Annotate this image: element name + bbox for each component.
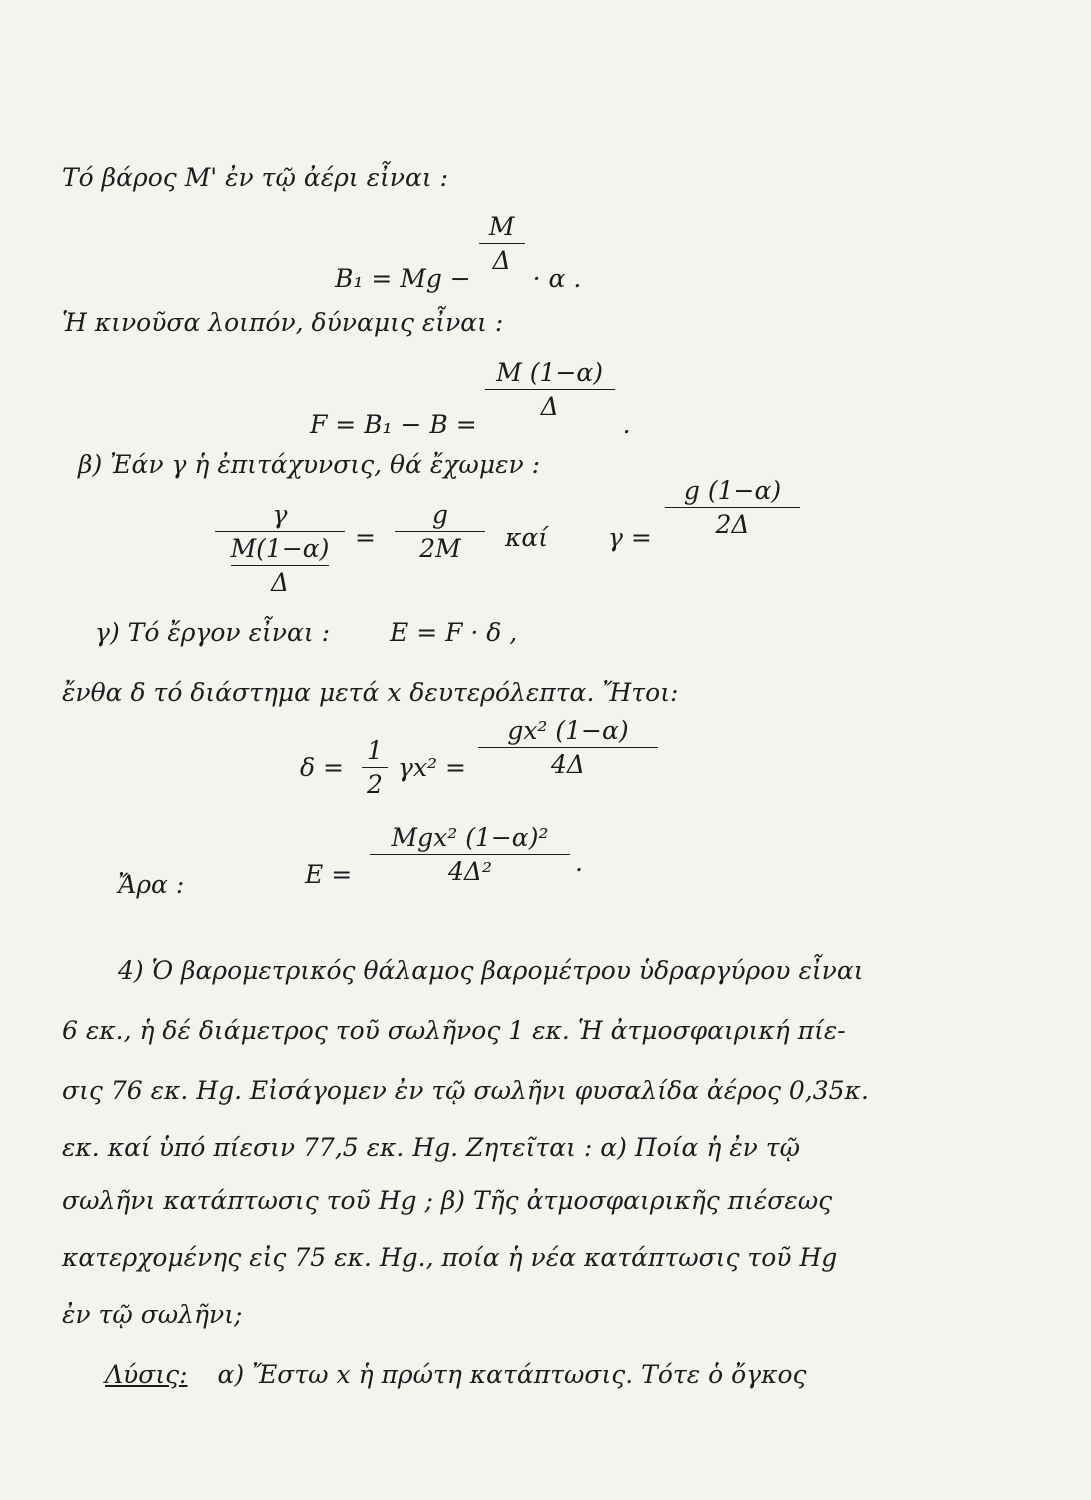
equation-work-e: E = F · δ , [390, 618, 518, 647]
eq3-left-fraction: γ $\frac{M(1-\alpha)}{\Delta}$ [215, 502, 345, 595]
eq1-fraction: $\frac{M}{\Delta}$ [479, 214, 525, 273]
eq3-right-fraction: g (1−α) 2Δ [665, 478, 800, 537]
eq3-gamma: γ = [608, 523, 652, 552]
equation-force-f: F = B₁ − B = $\frac{M (1-\alpha)}{\Delta}$ . [310, 358, 631, 439]
eq1-right: · α . [532, 264, 582, 293]
problem-4-line-1: 4) Ὁ βαρομετρικός θάλαμος βαρομέτρου ὑδραργύρου εἶναι [118, 956, 864, 985]
problem-4-line-4: εκ. καί ὑπό πίεσιν 77,5 εκ. Hg. Ζητεῖται : α) Ποία ἡ ἐν τῷ [62, 1133, 801, 1162]
equation-buoyancy-b1 [335, 212, 582, 293]
solution-text: α) Ἔστω x ἡ πρώτη κατάπτωσις. Τότε ὁ ὄγκος [217, 1360, 807, 1389]
text-line-acceleration: β) Ἐάν γ ἡ ἐπιτάχυνσις, θά ἔχωμεν : [78, 450, 541, 479]
eq5-right-fraction: gx² (1−α) 4Δ [478, 718, 658, 777]
eq6-right: . [575, 848, 583, 877]
eq5-left: δ = [300, 753, 344, 782]
eq5-half-fraction: 1 2 [362, 738, 388, 797]
problem-4-line-5: σωλῆνι κατάπτωσις τοῦ Hg ; β) Τῆς ἀτμοσφαιρικῆς πιέσεως [62, 1186, 833, 1215]
problem-4-line-2: 6 εκ., ἡ δέ διάμετρος τοῦ σωλῆνος 1 εκ. Ἡ ἀτμοσφαιρική πίε- [62, 1016, 846, 1045]
solution-label: Λύσις: [105, 1360, 188, 1389]
eq6-left: E = [305, 860, 353, 889]
text-line-work: γ) Τό ἔργον εἶναι : [95, 618, 331, 647]
eq5-mid: γx² = [398, 753, 466, 782]
eq6-fraction: Mgx² (1−α)² 4Δ² [370, 825, 570, 884]
text-line-weight-in-air: Τό βάρος Μ' ἐν τῷ ἀέρι εἶναι : [62, 163, 449, 192]
eq2-fraction: $\frac{M (1-\alpha)}{\Delta}$ [485, 360, 615, 419]
problem-4-line-7: ἐν τῷ σωλῆνι; [62, 1300, 243, 1329]
eq3-kai: καί [505, 523, 549, 552]
eq3-equals: = [355, 523, 376, 552]
eq1-left: B₁ = Mg − [335, 264, 471, 293]
eq3-middle-fraction: g 2M [395, 502, 485, 561]
text-line-therefore: Ἄρα : [118, 870, 185, 899]
problem-4-line-6: κατερχομένης εἰς 75 εκ. Hg., ποία ἡ νέα κατάπτωσις τοῦ Hg [62, 1243, 838, 1272]
solution-line [105, 1362, 807, 1387]
text-line-driving-force: Ἡ κινοῦσα λοιπόν, δύναμις εἶναι : [62, 308, 504, 337]
problem-4-line-3: σις 76 εκ. Hg. Εἰσάγομεν ἐν τῷ σωλῆνι φυσαλίδα ἀέρος 0,35κ. [62, 1076, 869, 1105]
text-line-distance: ἔνθα δ τό διάστημα μετά x δευτερόλεπτα. Ἤτοι: [62, 678, 679, 707]
